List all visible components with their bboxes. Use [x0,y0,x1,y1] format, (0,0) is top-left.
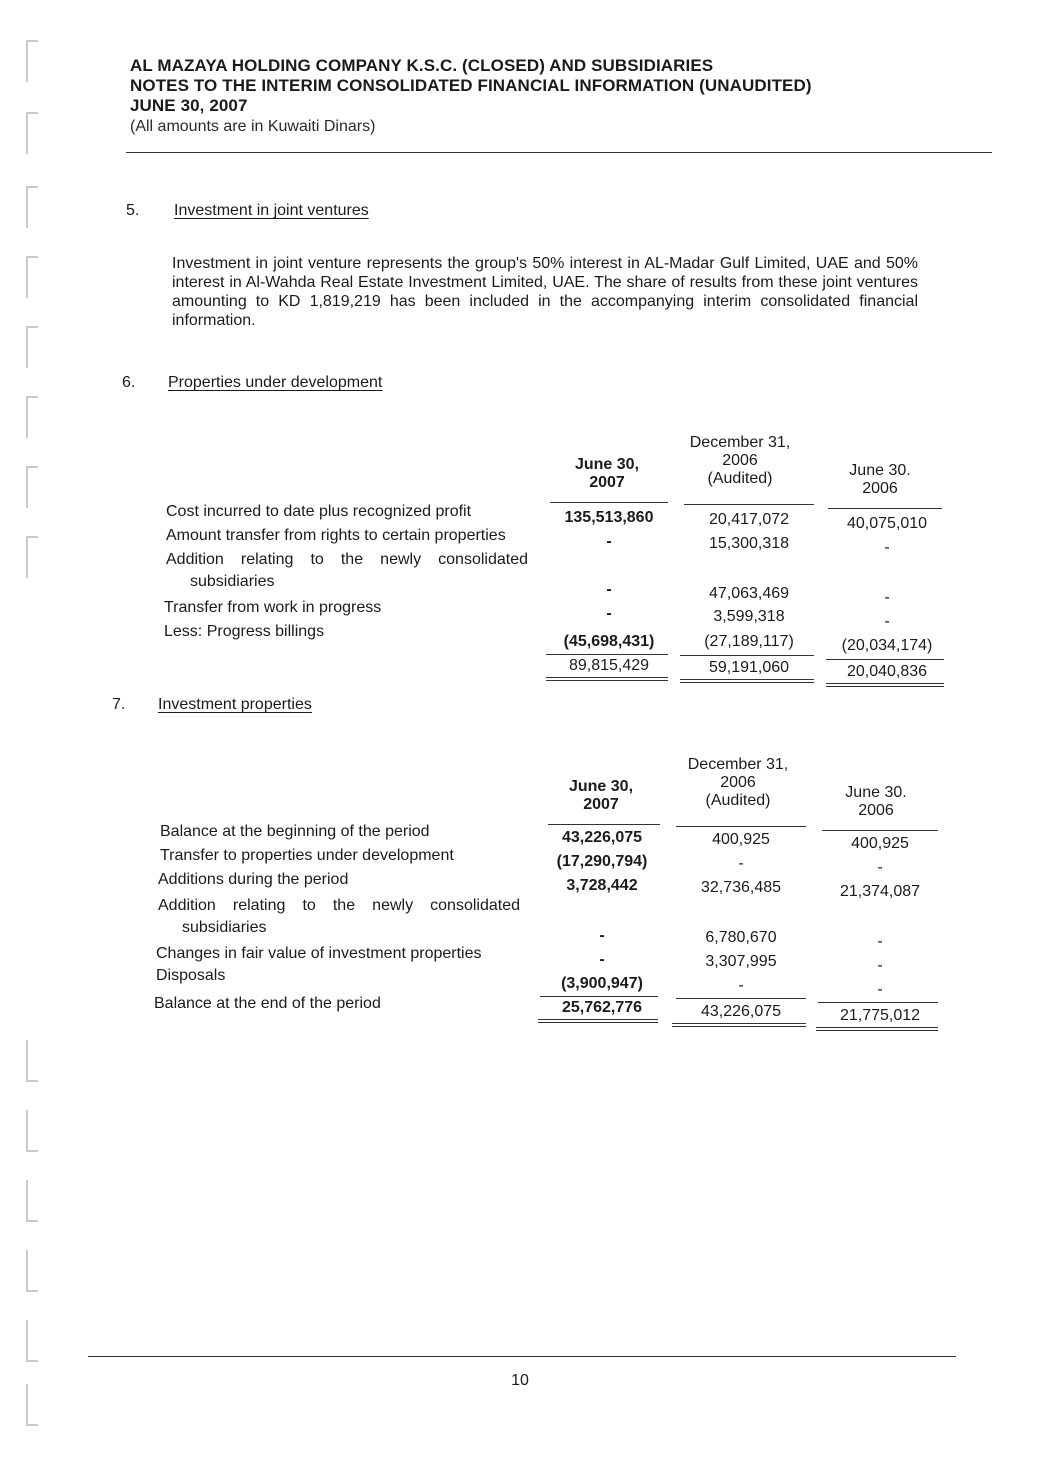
binding-mark [26,1384,38,1426]
table-cell: 21,374,087 [839,883,921,900]
table-cell: 43,226,075 [561,829,643,846]
binding-mark [26,1250,38,1292]
table-row-label: Balance at the end of the period [154,995,381,1012]
table-cell: (20,034,174) [841,637,933,654]
table-total: 59,191,060 [708,659,790,676]
section-title: Investment properties [158,696,312,713]
section-title: Properties under development [168,374,383,391]
table-cell: - [877,957,883,974]
table-cell: - [877,981,883,998]
table-cell: - [884,539,890,556]
binding-mark [26,1110,38,1152]
total-double-underline [672,1023,806,1027]
table-total: 20,040,836 [846,663,928,680]
column-header: June 30. 2006 [845,784,907,819]
table-cell: - [877,933,883,950]
table-cell: 47,063,469 [708,585,790,602]
table-cell: 15,300,318 [708,535,790,552]
subtotal-underline [546,654,668,655]
currency-note: (All amounts are in Kuwaiti Dinars) [130,118,376,135]
header-rule [126,152,992,153]
page-number: 10 [511,1372,529,1389]
report-date: JUNE 30, 2007 [130,96,248,115]
table-row-label: Cost incurred to date plus recognized profit [166,503,472,520]
section-number: 6. [122,374,136,391]
table-cell: 400,925 [712,831,770,848]
binding-mark [26,186,38,228]
subtotal-underline [680,655,814,656]
section-5-paragraph: Investment in joint venture represents the group's 50% interest in AL-Madar Gulf Limited, UAE and 50% interest in Al-Wahda Real Estate Investment Limited, UAE. The share of results from these joint ventures amounting to KD 1,819,219 has been included in the accompanying interim consolidated financial information. [172,255,918,329]
binding-mark [26,112,38,154]
table-total: 43,226,075 [700,1003,782,1020]
subtotal-underline [826,659,944,660]
table-cell: 3,307,995 [705,953,777,970]
table-row-label: Transfer to properties under development [160,847,454,864]
table-total: 25,762,776 [561,999,643,1016]
table-row-label: Less: Progress billings [164,623,325,640]
column-header: June 30, 2007 [568,778,634,813]
table-row-label: Changes in fair value of investment properties [156,945,482,962]
table-cell: 3,599,318 [713,608,785,625]
table-row-label: Addition relating to the newly consolidated [166,551,528,568]
table-row-label: Transfer from work in progress [164,599,382,616]
column-underline [548,824,660,825]
total-double-underline [680,679,814,683]
footer-rule [88,1356,956,1357]
table-cell: - [599,951,605,968]
total-double-underline [538,1019,658,1023]
table-cell: - [599,927,605,944]
table-cell: - [738,855,744,872]
binding-mark [26,536,38,578]
column-header: December 31, 2006 (Audited) [687,756,789,809]
table-row-label: Addition relating to the newly consolidated [158,897,520,914]
total-double-underline [816,1027,938,1031]
binding-mark [26,466,38,508]
binding-mark [26,40,38,82]
column-underline [676,826,806,827]
company-name: AL MAZAYA HOLDING COMPANY K.S.C. (CLOSED) AND SUBSIDIARIES [130,56,714,75]
table-cell: - [738,977,744,994]
column-underline [684,504,814,505]
binding-mark [26,256,38,298]
subtotal-underline [818,1002,938,1003]
column-header: June 30. 2006 [849,462,911,497]
table-row-label-continued: subsidiaries [190,573,275,590]
column-header: June 30, 2007 [574,456,640,491]
binding-mark [26,1040,38,1082]
column-underline [828,508,942,509]
table-cell: 135,513,860 [564,509,654,526]
table-row-label: Balance at the beginning of the period [160,823,430,840]
table-cell: - [884,613,890,630]
table-cell: (27,189,117) [704,633,794,650]
table-row-label: Additions during the period [158,871,349,888]
table-row-label: Disposals [156,967,226,984]
table-cell: 40,075,010 [846,515,928,532]
section-number: 7. [112,696,126,713]
section-number: 5. [126,202,140,219]
table-cell: 32,736,485 [700,879,782,896]
column-header: December 31, 2006 (Audited) [689,434,791,487]
table-cell: - [884,589,890,606]
table-cell: (17,290,794) [556,853,648,870]
column-underline [550,502,668,503]
column-underline [822,830,938,831]
document-header [130,56,990,138]
section-title: Investment in joint ventures [174,202,369,219]
table-row-label: Amount transfer from rights to certain properties [166,527,506,544]
table-cell: (3,900,947) [561,975,643,992]
subtotal-underline [676,998,806,999]
table-cell: - [606,581,612,598]
table-cell: (45,698,431) [563,633,655,650]
notes-title: NOTES TO THE INTERIM CONSOLIDATED FINANCIAL INFORMATION (UNAUDITED) [130,76,812,95]
total-double-underline [826,683,944,687]
table-cell: - [877,859,883,876]
total-double-underline [546,677,668,681]
table-cell: 400,925 [851,835,909,852]
binding-mark [26,1180,38,1222]
subtotal-underline [540,996,658,997]
table-cell: - [606,605,612,622]
binding-mark [26,1320,38,1362]
table-cell: 3,728,442 [566,877,638,894]
table-row-label-continued: subsidiaries [182,919,267,936]
binding-mark [26,396,38,438]
binding-mark [26,326,38,368]
table-cell: 6,780,670 [705,929,777,946]
table-cell: - [606,533,612,550]
table-total: 21,775,012 [839,1007,921,1024]
table-cell: 20,417,072 [708,511,790,528]
table-total: 89,815,429 [568,657,650,674]
